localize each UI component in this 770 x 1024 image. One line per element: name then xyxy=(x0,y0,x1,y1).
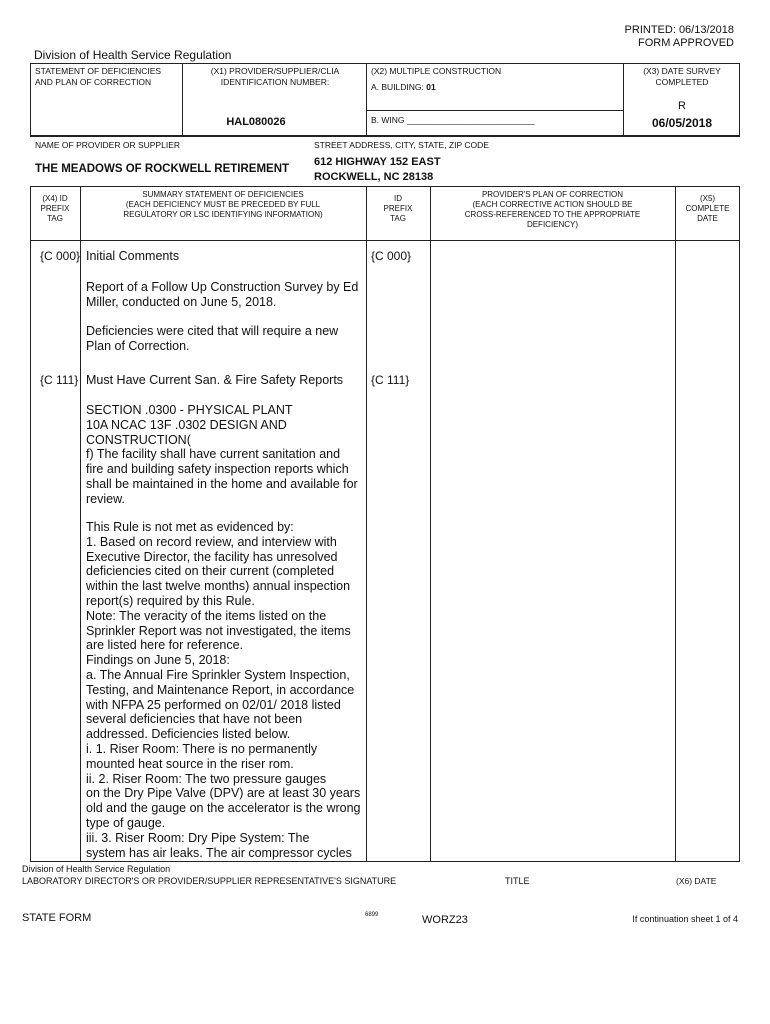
tag-c000-right: {C 000} xyxy=(371,249,412,263)
provider-name: THE MEADOWS OF ROCKWELL RETIREMENT xyxy=(35,163,290,175)
address-line2: ROCKWELL, NC 28138 xyxy=(314,171,434,183)
building-label: A. BUILDING: xyxy=(371,82,424,92)
signature-label: LABORATORY DIRECTOR'S OR PROVIDER/SUPPLIER REPRESENTATIVE'S SIGNATURE xyxy=(22,876,397,886)
form-approved-label: FORM APPROVED xyxy=(638,37,734,49)
col-id-header: ID PREFIX TAG xyxy=(383,194,413,223)
statement-label: STATEMENT OF DEFICIENCIES AND PLAN OF CORRECTION xyxy=(35,66,162,87)
tag-c000: {C 000} xyxy=(40,249,81,263)
entry-paragraph-2: Deficiencies were cited that will require a new Plan of Correction. xyxy=(86,324,339,353)
entry-paragraph-1: Report of a Follow Up Construction Survey by Ed Miller, conducted on June 5, 2018. xyxy=(86,280,359,309)
entry-title-initial-comments: Initial Comments xyxy=(86,249,180,263)
survey-code: R xyxy=(678,100,686,112)
col-x5-header: (X5) COMPLETE DATE xyxy=(685,194,730,223)
printed-label: PRINTED: 06/13/2018 xyxy=(624,24,734,36)
building-value: 01 xyxy=(426,82,436,92)
entry-paragraph-3: SECTION .0300 - PHYSICAL PLANT 10A NCAC 13F .0302 DESIGN AND CONSTRUCTION( f) The facility shall have current sanitation and fire and building safety inspection reports which shall be maintained in the home and available for review. xyxy=(86,403,358,506)
printed-date xyxy=(625,24,734,50)
address-label: STREET ADDRESS, CITY, STATE, ZIP CODE xyxy=(314,140,489,150)
col-x4-header: (X4) ID PREFIX TAG xyxy=(40,194,70,223)
col-summary-header: SUMMARY STATEMENT OF DEFICIENCIES (EACH DEFICIENCY MUST BE PRECEDED BY FULL REGULATORY OR LSC IDENTIFYING INFORMATION) xyxy=(123,190,323,219)
continuation-sheet: If continuation sheet 1 of 4 xyxy=(632,914,738,924)
tag-c111-right: {C 111} xyxy=(371,373,410,387)
wing-line: B. WING ___________________________ xyxy=(371,115,535,125)
division-title: Division of Health Service Regulation xyxy=(34,48,232,62)
tag-c111: {C 111} xyxy=(40,373,79,387)
provider-name-label: NAME OF PROVIDER OR SUPPLIER xyxy=(35,140,180,150)
form-code: 6899 xyxy=(365,912,379,918)
provider-id: HAL080026 xyxy=(226,116,286,128)
title-label: TITLE xyxy=(505,876,530,886)
x1-label: (X1) PROVIDER/SUPPLIER/CLIA IDENTIFICATION NUMBER: xyxy=(210,66,340,87)
col-plan-header: PROVIDER'S PLAN OF CORRECTION (EACH CORRECTIVE ACTION SHOULD BE CROSS-REFERENCED TO THE APPROPRIATE DEFICIENCY) xyxy=(464,190,641,229)
state-form-label: STATE FORM xyxy=(22,912,92,924)
x6-date-label: (X6) DATE xyxy=(676,876,717,886)
entry-title-safety-reports: Must Have Current San. & Fire Safety Reports xyxy=(86,373,344,387)
building-line xyxy=(371,82,436,93)
event-id: WORZ23 xyxy=(422,914,468,926)
footer-division: Division of Health Service Regulation xyxy=(22,864,171,874)
survey-date: 06/05/2018 xyxy=(651,116,713,130)
entry-paragraph-4: This Rule is not met as evidenced by: 1. Based on record review, and interview with Executive Director, the facility has unresolved deficiencies cited on their current (completed within the last twelve months) annual inspection report(s) required by this Rule. Note: The veracity of the items listed on the Sprinkler Report was not investigated, the items are listed here for reference. Findings on June 5, 2018: a. The Annual Fire Sprinkler System Inspection, Testing, and Maintenance Report, in accordance with NFPA 25 performed on 02/01/ 2018 listed several deficiencies that have not been addressed. Deficiencies listed below. i. 1. Riser Room: There is no permanently mounted heat source in the riser rom. ii. 2. Riser Room: The two pressure gauges on the Dry Pipe Valve (DPV) are at least 30 years old and the gauge on the accelerator is the wrong type of gauge. iii. 3. Riser Room: Dry Pipe System: The system has air leaks. The air compressor cycles xyxy=(86,520,361,860)
x3-label: (X3) DATE SURVEY COMPLETED xyxy=(643,66,721,87)
x2-label: (X2) MULTIPLE CONSTRUCTION xyxy=(371,66,502,76)
address-line1: 612 HIGHWAY 152 EAST xyxy=(314,156,441,168)
